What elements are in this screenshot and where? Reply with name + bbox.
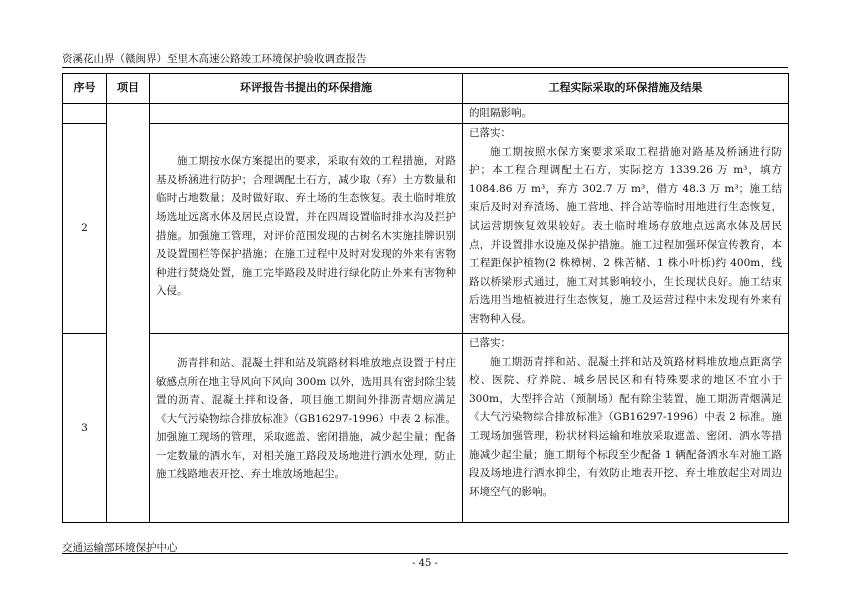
col-header-item: 项目 bbox=[107, 74, 150, 104]
col-header-eia: 环评报告书提出的环保措施 bbox=[150, 74, 463, 104]
status-label: 已落实： bbox=[469, 127, 511, 139]
actual-measure-cell bbox=[463, 124, 789, 334]
eia-measure-cell bbox=[150, 334, 463, 523]
footer-organization: 交通运输部环境保护中心 bbox=[62, 542, 178, 554]
eia-measure-text: 施工期按水保方案提出的要求，采取有效的工程措施，对路基及桥涵进行防护；合理调配土石方，减少取（弃）土方数量和临时占地数量；及时做好取、弃土场的生态恢复。表土临时堆放场选址远离水体及居民点设置，并在四周设置临时排水沟及拦护措施。加强施工管理，对评价范围发现的古树名木实施挂牌识别及设置围栏等保护措施；在施工过程中及时对发现的外来有害物种进行焚烧处置，施工完毕路段及时进行绿化防止外来有害物种入侵。 bbox=[156, 155, 456, 298]
table-header-row bbox=[63, 74, 789, 104]
status-label: 已落实： bbox=[469, 337, 511, 349]
actual-measure-text: 施工期按照水保方案要求采取工程措施对路基及桥涵进行防护；本工程合理调配土石方，实际挖方 1339.26 万 m³，填方 1084.86 万 m³，弃方 302.7 万 m³，借方 48.3 万 m³；施工结束后及时对弃渣场、施工营地、拌合站等临时用地进行生态恢复，试运营期恢复效果较好。表土临时堆场存放地点远离水体及居民点，并设置排水设施及保护措施。施工过程加强环保宣传教育，本工程距保护植物(2 株樟树、2 株苦槠、1 株小叶栎)约 400m，线路以桥梁形式通过，施工对其影响较小，生长现状良好。施工结束后选用当地植被进行生态恢复，施工及运营过程中未发现有外来有害物种入侵。 bbox=[469, 145, 782, 325]
item-cell bbox=[107, 104, 150, 523]
continuation-row bbox=[63, 104, 789, 124]
actual-measure-text: 施工期沥青拌和站、混凝土拌和站及筑路材料堆放地点距离学校、医院、疗养院、城乡居民区和有特殊要求的地区不宜小于 300m，大型拌合站（预制场）配有除尘装置，施工期沥青烟满足《大气污染物综合排放标准》（GB16297-1996）中表 2 标准。施工现场加强管理，粉状材料运输和堆放采取遮盖、密闭、洒水等措施减少起尘量；施工期每个标段至少配备 1 辆配备洒水车对施工路段及场地进行洒水抑尘，有效防止地表开挖、弃土堆放起尘对周边环境空气的影响。 bbox=[469, 355, 782, 498]
eia-measure-text: 沥青拌和站、混凝土拌和站及筑路材料堆放地点设置于村庄敏感点所在地主导风向下风向 300m 以外，选用具有密封除尘装置的沥青、混凝土拌和设备，项目施工期间外排沥青烟应满足《大气污染物综合排放标准》（GB16297-1996）中表 2 标准。加强施工现场的管理，采取遮盖、密闭措施，减少起尘量；配备一定数量的洒水车，对相关施工路段及场地进行洒水处理，防止施工线路地表开挖、弃土堆放场地起尘。 bbox=[156, 356, 456, 481]
actual-measure-cell bbox=[463, 334, 789, 523]
report-title: 资溪花山界（赣闽界）至里木高速公路竣工环境保护验收调查报告 bbox=[62, 53, 367, 65]
table-row bbox=[63, 124, 789, 334]
footer-rule bbox=[62, 553, 788, 554]
cont-actual bbox=[463, 104, 789, 124]
table-row bbox=[63, 334, 789, 523]
col-header-actual: 工程实际采取的环保措施及结果 bbox=[463, 74, 789, 104]
cont-no bbox=[63, 104, 107, 124]
col-header-no: 序号 bbox=[63, 74, 107, 104]
page-number: - 45 - bbox=[412, 558, 438, 569]
measures-table bbox=[62, 73, 789, 523]
row-number: 3 bbox=[63, 334, 107, 523]
continuation-text: 的阻隔影响。 bbox=[469, 107, 532, 119]
header-rule bbox=[62, 67, 788, 68]
cont-eia bbox=[150, 104, 463, 124]
eia-measure-cell bbox=[150, 124, 463, 334]
row-number: 2 bbox=[63, 124, 107, 334]
